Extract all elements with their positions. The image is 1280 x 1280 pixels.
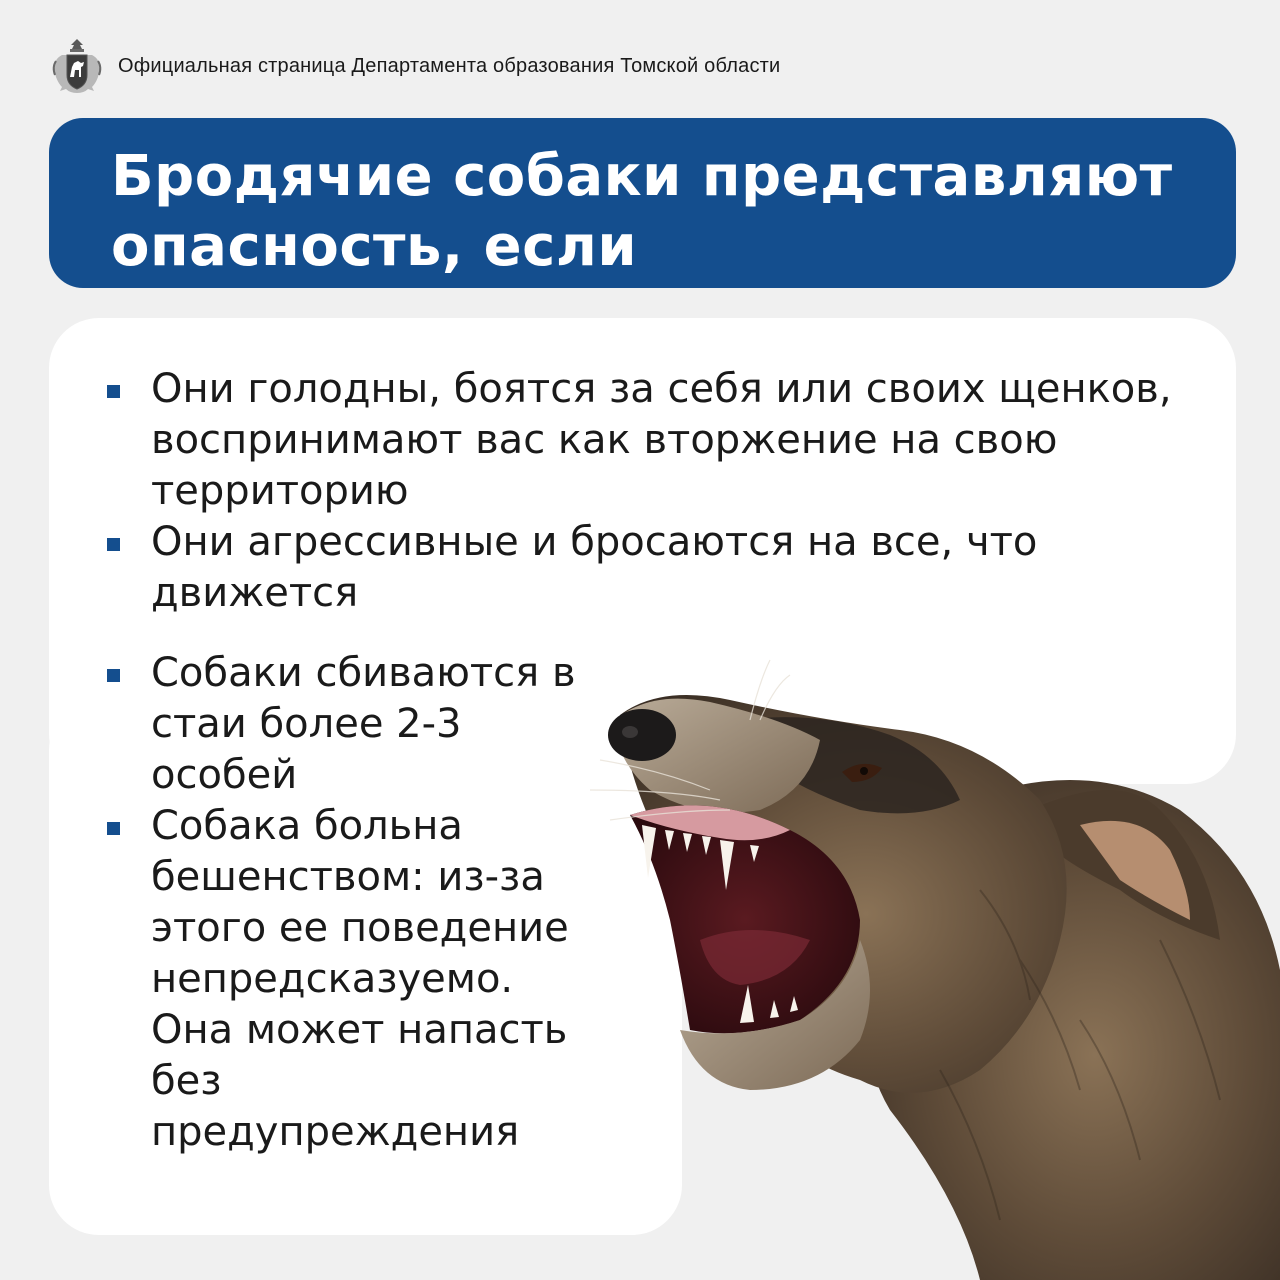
- title-line-1: Бродячие собаки представляют: [111, 144, 1173, 209]
- header-title: Официальная страница Департамента образования Томской области: [118, 54, 781, 77]
- title-line-2: опасность, если: [111, 214, 638, 279]
- list-item: Собака больна бешенством: из-за этого ее поведение непредсказуемо. Она может напасть без предупреждения: [100, 801, 600, 1158]
- danger-list-bottom: [100, 648, 600, 1158]
- snarling-dog-icon: [560, 640, 1280, 1280]
- title-banner: [49, 118, 1236, 288]
- list-item: Собаки сбиваются в стаи более 2-3 особей: [100, 648, 600, 801]
- tomsk-region-emblem-icon: [50, 37, 104, 95]
- page-header: [50, 36, 780, 96]
- page-title: [111, 142, 1196, 282]
- danger-list-top: [100, 364, 1180, 619]
- list-item: Они агрессивные и бросаются на все, что движется: [100, 517, 1180, 619]
- list-item: Они голодны, боятся за себя или своих щенков, воспринимают вас как вторжение на свою территорию: [100, 364, 1180, 517]
